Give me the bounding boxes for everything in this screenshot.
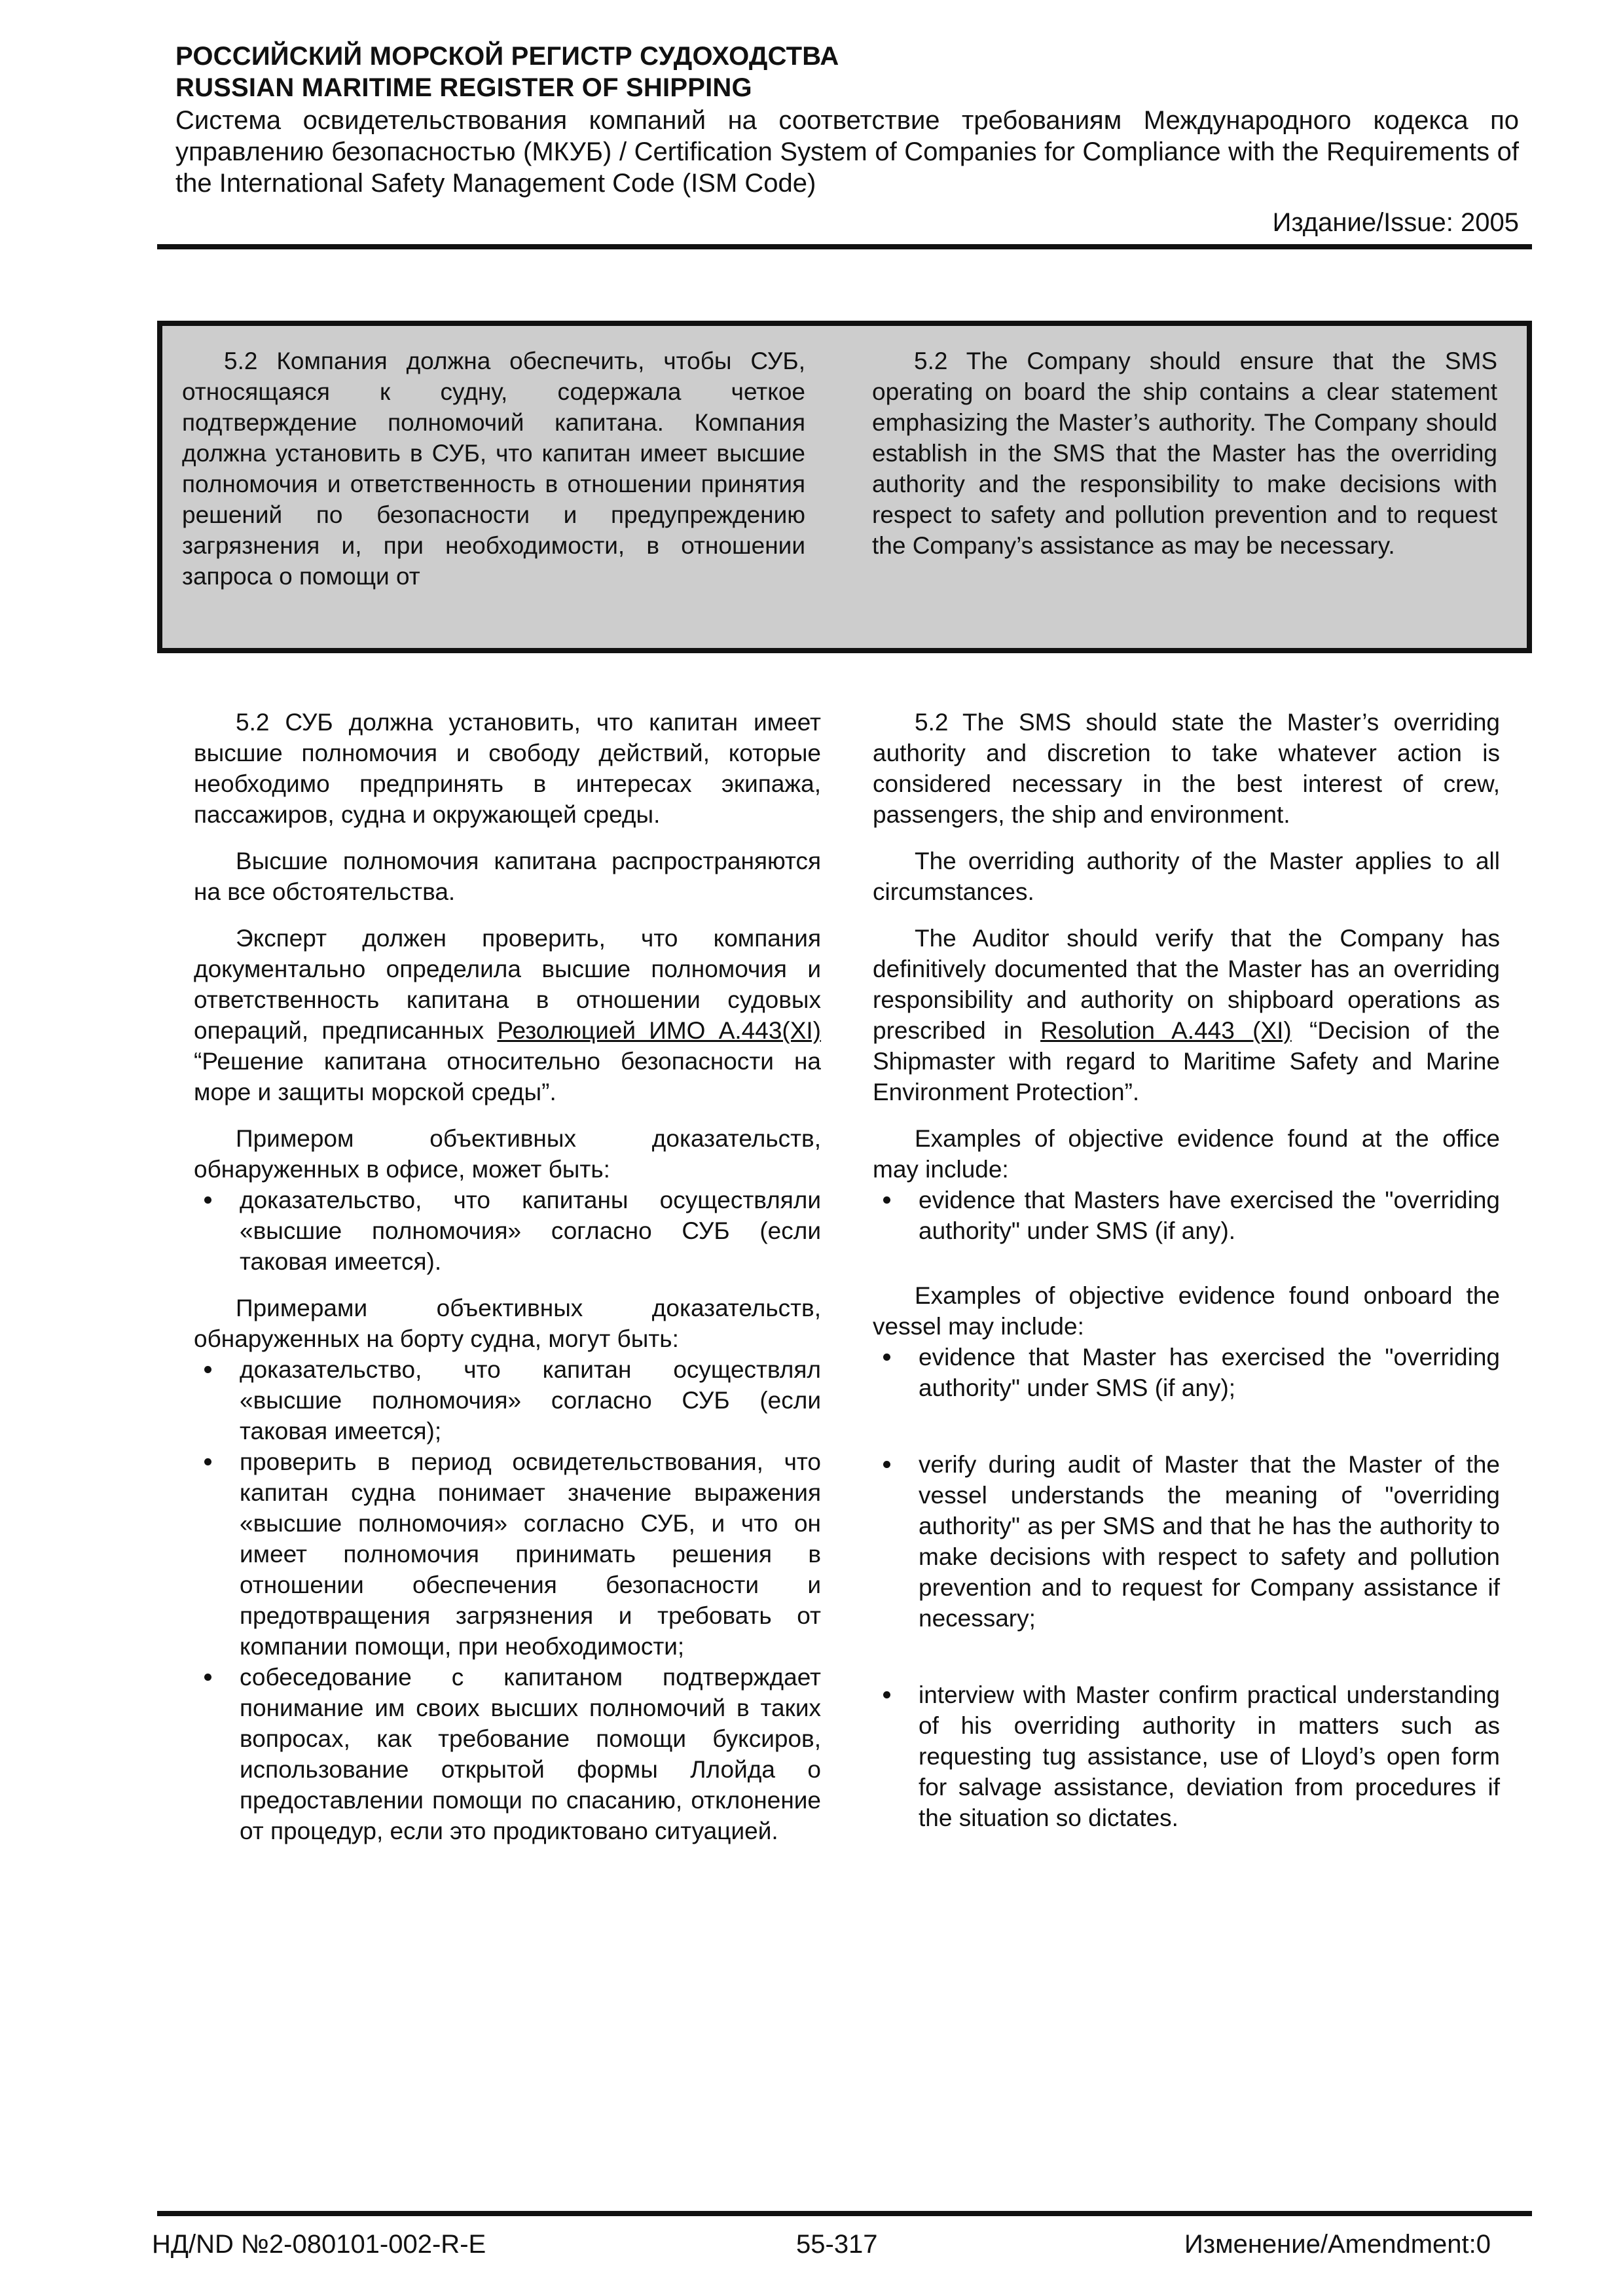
page-header <box>175 41 1519 238</box>
list-item-text: проверить в период освидетельствования, что капитан судна понимает значение выражения «высшие полномочия» согласно СУБ, и что он имеет полномочия принимать решения в отношении обеспечения безопасности и предотвращения загрязнения и требовать от компании помощи, при необходимости; <box>240 1448 821 1660</box>
list-item-text: verify during audit of Master that the Master of the vessel understands the meaning of "overriding authority" as per SMS and that he has the authority to make decisions with respect to safety and pollution prevention and to request for Company assistance if necessary; <box>919 1451 1500 1632</box>
list-item <box>873 1342 1500 1403</box>
list-item <box>873 1449 1500 1634</box>
footer-rule <box>157 2211 1532 2216</box>
list-item-text: interview with Master confirm practical understanding of his overriding authority in matters such as requesting tug assistance, use of Lloyd’s open form for salvage assistance, deviation from procedures if the situation so dictates. <box>919 1681 1500 1831</box>
list-item-text: собеседование с капитаном подтверждает понимание им своих высших полномочий в таких вопросах, как требование помощи буксиров, использование открытой формы Ллойда о предоставлении помощи по спасанию, отклонение от процедур, если это продиктовано ситуацией. <box>240 1664 821 1844</box>
office-evidence-list-en <box>873 1185 1500 1246</box>
paragraph-ru-5: Примерами объективных доказательств, обнаруженных на борту судна, могут быть: <box>194 1295 821 1352</box>
list-item-text: доказательство, что капитан осуществлял «высшие полномочия» согласно СУБ (если таковая имеется); <box>240 1356 821 1444</box>
office-evidence-list-ru <box>194 1185 821 1277</box>
system-title: Система освидетельствования компаний на соответствие требованиям Международного кодекса по управлению безопасностью (МКУБ) / Certification System of Companies for Compliance with the Requirements of the International Safety Management Code (ISM Code) <box>175 106 1519 198</box>
paragraph-en-1: 5.2 The SMS should state the Master’s overriding authority and discretion to take whatever action is considered necessary in the best interest of crew, passengers, the ship and environment. <box>873 709 1500 828</box>
bullet-icon <box>883 1196 890 1204</box>
resolution-link-ru[interactable]: Резолюцией ИМО А.443(XI) <box>497 1017 822 1044</box>
issue-label: Издание/Issue: 2005 <box>1272 208 1519 237</box>
requirement-text-en <box>872 346 1497 561</box>
guidance-column-ru <box>194 707 821 1862</box>
list-item <box>873 1679 1500 1833</box>
list-item <box>194 1446 821 1662</box>
bullet-icon <box>204 1366 211 1373</box>
resolution-link-en[interactable]: Resolution A.443 (XI) <box>1040 1017 1292 1044</box>
paragraph-en-3-text: The Auditor should verify that the Company has definitively documented that the Master has an overriding responsibility and authority on shipboard operations as prescribed in <box>873 925 1500 1044</box>
paragraph-en-5: Examples of objective evidence found onboard the vessel may include: <box>873 1282 1500 1340</box>
paragraph-ru-3-end: “Решение капитана относительно безопасности на море и защиты морской среды”. <box>194 1048 821 1105</box>
bullet-icon <box>204 1458 211 1465</box>
list-item <box>194 1662 821 1846</box>
list-item-text: evidence that Masters have exercised the "overriding authority" under SMS (if any). <box>919 1187 1500 1244</box>
paragraph-ru-3 <box>194 923 821 1107</box>
requirement-text-ru <box>182 346 805 592</box>
paragraph-en-3 <box>873 923 1500 1107</box>
bullet-icon <box>883 1461 890 1468</box>
paragraph-en-2: The overriding authority of the Master applies to all circumstances. <box>873 848 1500 905</box>
org-name-en: RUSSIAN MARITIME REGISTER OF SHIPPING <box>175 73 752 102</box>
org-name-ru: РОССИЙСКИЙ МОРСКОЙ РЕГИСТР СУДОХОДСТВА <box>175 42 839 71</box>
bullet-icon <box>204 1196 211 1204</box>
header-rule <box>157 244 1532 249</box>
guidance-column-en <box>873 707 1500 1849</box>
onboard-evidence-list-ru <box>194 1354 821 1846</box>
bullet-icon <box>883 1354 890 1361</box>
requirement-paragraph-ru: 5.2 Компания должна обеспечить, чтобы СУБ, относящаяся к судну, содержала четкое подтверждение полномочий капитана. Компания должна установить в СУБ, что капитан имеет высшие полномочия и ответственность в отношении принятия решений по безопасности и предупреждению загрязнения и, при необходимости, в отношении запроса о помощи от <box>182 348 805 590</box>
paragraph-en-3-end: “Decision of the Shipmaster with regard to Maritime Safety and Marine Environment Protection”. <box>873 1017 1500 1105</box>
list-item <box>873 1185 1500 1246</box>
requirement-paragraph-en: 5.2 The Company should ensure that the SMS operating on board the ship contains a clear statement emphasizing the Master’s authority. The Company should establish in the SMS that the Master has the overriding authority and the responsibility to make decisions with respect to safety and pollution prevention and to request the Company’s assistance as may be necessary. <box>872 348 1497 559</box>
bullet-icon <box>204 1674 211 1681</box>
page-number: 55-317 <box>796 2230 878 2259</box>
code-requirement-box <box>157 321 1532 653</box>
bullet-icon <box>883 1691 890 1698</box>
paragraph-ru-2: Высшие полномочия капитана распространяются на все обстоятельства. <box>194 848 821 905</box>
list-item-text: evidence that Master has exercised the "overriding authority" under SMS (if any); <box>919 1344 1500 1401</box>
list-item-text: доказательство, что капитаны осуществляли «высшие полномочия» согласно СУБ (если таковая имеется). <box>240 1187 821 1275</box>
paragraph-en-4: Examples of objective evidence found at the office may include: <box>873 1125 1500 1183</box>
paragraph-ru-3-text: Эксперт должен проверить, что компания документально определила высшие полномочия и ответственность капитана в отношении судовых операций, предписанных <box>194 925 821 1044</box>
paragraph-ru-4: Примером объективных доказательств, обнаруженных в офисе, может быть: <box>194 1125 821 1183</box>
onboard-evidence-list-en <box>873 1342 1500 1833</box>
list-item <box>194 1185 821 1277</box>
list-item <box>194 1354 821 1446</box>
doc-number: НД/ND №2-080101-002-R-E <box>152 2230 486 2259</box>
amendment-label: Изменение/Amendment:0 <box>1184 2230 1491 2259</box>
paragraph-ru-1: 5.2 СУБ должна установить, что капитан имеет высшие полномочия и свободу действий, которые необходимо предпринять в интересах экипажа, пассажиров, судна и окружающей среды. <box>194 709 821 828</box>
